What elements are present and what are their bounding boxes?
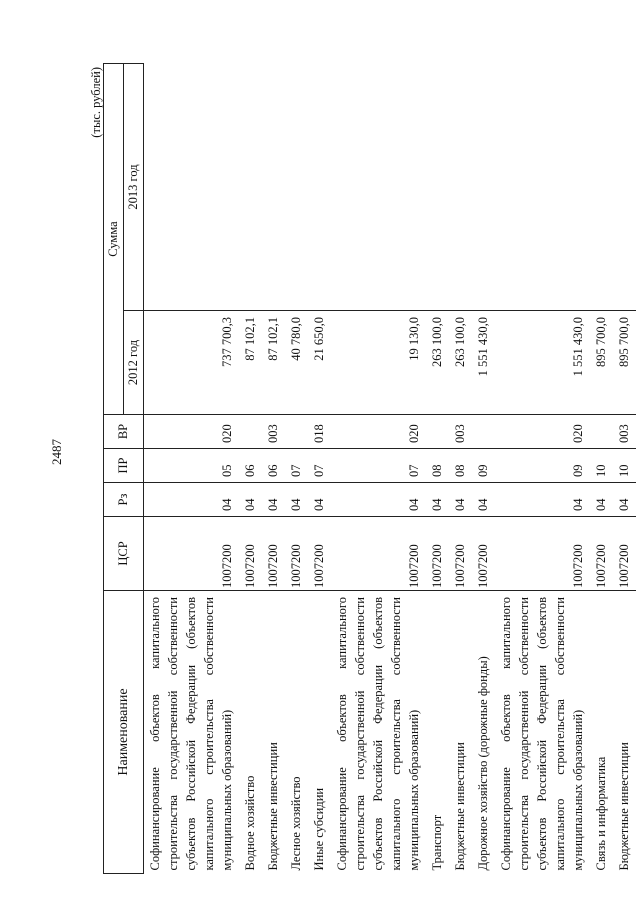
header-vr: ВР — [104, 415, 144, 449]
row-csr: 1007200 — [590, 517, 613, 591]
row-value-2013 — [590, 64, 613, 311]
table-row — [308, 64, 331, 874]
row-value-2012: 1 551 430,0 — [472, 311, 495, 415]
table-row — [262, 64, 285, 874]
row-pr: 06 — [239, 449, 262, 483]
row-vr: 003 — [449, 415, 472, 449]
header-pr: ПР — [104, 449, 144, 483]
row-rz: 04 — [472, 483, 495, 517]
table-row — [613, 64, 636, 874]
page-number: 2487 — [49, 439, 64, 465]
table-row — [285, 64, 308, 874]
row-name: Софинансирование объектов капитального строительства государственной собственности субъектов Российской Федерации (объектов капитального строительства собственности муниципальных образований) — [148, 597, 234, 871]
row-value-2012: 87 102,1 — [239, 311, 262, 415]
row-value-2013 — [285, 64, 308, 311]
row-pr: 10 — [613, 449, 636, 483]
row-pr: 09 — [495, 449, 590, 483]
row-rz: 04 — [285, 483, 308, 517]
row-value-2012: 263 100,0 — [426, 311, 449, 415]
row-rz: 04 — [239, 483, 262, 517]
table-body — [144, 64, 637, 874]
row-vr: 018 — [308, 415, 331, 449]
row-value-2013 — [426, 64, 449, 311]
budget-table-page — [85, 64, 640, 874]
header-rz: Рз — [104, 483, 144, 517]
table-row — [239, 64, 262, 874]
row-vr — [590, 415, 613, 449]
row-csr: 1007200 — [426, 517, 449, 591]
table-row — [144, 64, 240, 874]
row-csr: 1007200 — [144, 517, 240, 591]
row-value-2012: 87 102,1 — [262, 311, 285, 415]
table-row — [331, 64, 426, 874]
row-value-2012: 263 100,0 — [449, 311, 472, 415]
row-csr: 1007200 — [495, 517, 590, 591]
row-name: Бюджетные инвестиции — [617, 742, 631, 871]
row-value-2012: 1 551 430,0 — [495, 311, 590, 415]
row-vr: 020 — [331, 415, 426, 449]
row-pr: 07 — [331, 449, 426, 483]
row-value-2012: 737 700,3 — [144, 311, 240, 415]
row-vr: 003 — [613, 415, 636, 449]
row-rz: 04 — [590, 483, 613, 517]
header-year-2012: 2012 год — [124, 311, 144, 415]
row-value-2013 — [495, 64, 590, 311]
row-rz: 04 — [308, 483, 331, 517]
row-pr: 07 — [285, 449, 308, 483]
row-name: Бюджетные инвестиции — [453, 742, 467, 871]
row-vr — [285, 415, 308, 449]
row-rz: 04 — [449, 483, 472, 517]
row-rz: 04 — [613, 483, 636, 517]
row-csr: 1007200 — [449, 517, 472, 591]
row-value-2013 — [262, 64, 285, 311]
row-name: Связь и информатика — [594, 756, 608, 871]
row-vr — [426, 415, 449, 449]
table-row — [495, 64, 590, 874]
row-pr: 08 — [426, 449, 449, 483]
header-csr: ЦСР — [104, 517, 144, 591]
row-vr: 003 — [262, 415, 285, 449]
row-value-2012: 19 130,0 — [331, 311, 426, 415]
row-pr: 05 — [144, 449, 240, 483]
row-vr — [472, 415, 495, 449]
row-csr: 1007200 — [331, 517, 426, 591]
table-row — [426, 64, 449, 874]
row-pr: 09 — [472, 449, 495, 483]
row-value-2013 — [239, 64, 262, 311]
row-csr: 1007200 — [308, 517, 331, 591]
row-value-2013 — [613, 64, 636, 311]
row-name: Водное хозяйство — [243, 775, 257, 871]
row-value-2012: 895 700,0 — [613, 311, 636, 415]
row-name: Дорожное хозяйство (дорожные фонды) — [476, 656, 490, 871]
row-rz: 04 — [495, 483, 590, 517]
row-pr: 07 — [308, 449, 331, 483]
row-value-2013 — [308, 64, 331, 311]
unit-label: (тыс. рублей) — [89, 67, 103, 138]
row-csr: 1007200 — [613, 517, 636, 591]
row-vr: 020 — [495, 415, 590, 449]
row-csr: 1007200 — [262, 517, 285, 591]
row-vr — [239, 415, 262, 449]
row-name: Транспорт — [430, 814, 444, 871]
row-value-2013 — [472, 64, 495, 311]
row-rz: 04 — [426, 483, 449, 517]
row-pr: 08 — [449, 449, 472, 483]
row-name: Бюджетные инвестиции — [266, 742, 280, 871]
row-value-2012: 21 650,0 — [308, 311, 331, 415]
header-sum: Сумма — [104, 64, 124, 415]
row-csr: 1007200 — [239, 517, 262, 591]
row-name: Лесное хозяйство — [289, 776, 303, 871]
row-vr: 020 — [144, 415, 240, 449]
table-row — [590, 64, 613, 874]
header-name: Наименование — [104, 591, 144, 874]
row-pr: 10 — [590, 449, 613, 483]
row-name: Софинансирование объектов капитального строительства государственной собственности субъектов Российской Федерации (объектов капитального строительства собственности муниципальных образований) — [499, 597, 585, 871]
row-pr: 06 — [262, 449, 285, 483]
row-rz: 04 — [262, 483, 285, 517]
row-rz: 04 — [144, 483, 240, 517]
row-csr: 1007200 — [472, 517, 495, 591]
table-row — [472, 64, 495, 874]
row-name: Иные субсидии — [312, 787, 326, 871]
row-value-2013 — [449, 64, 472, 311]
header-year-2013: 2013 год — [124, 64, 144, 311]
row-value-2012: 40 780,0 — [285, 311, 308, 415]
budget-table — [103, 63, 636, 874]
row-csr: 1007200 — [285, 517, 308, 591]
row-rz: 04 — [331, 483, 426, 517]
row-name: Софинансирование объектов капитального строительства государственной собственности субъектов Российской Федерации (объектов капитального строительства собственности муниципальных образований) — [335, 597, 421, 871]
row-value-2013 — [331, 64, 426, 311]
table-row — [449, 64, 472, 874]
row-value-2012: 895 700,0 — [590, 311, 613, 415]
row-value-2013 — [144, 64, 240, 311]
